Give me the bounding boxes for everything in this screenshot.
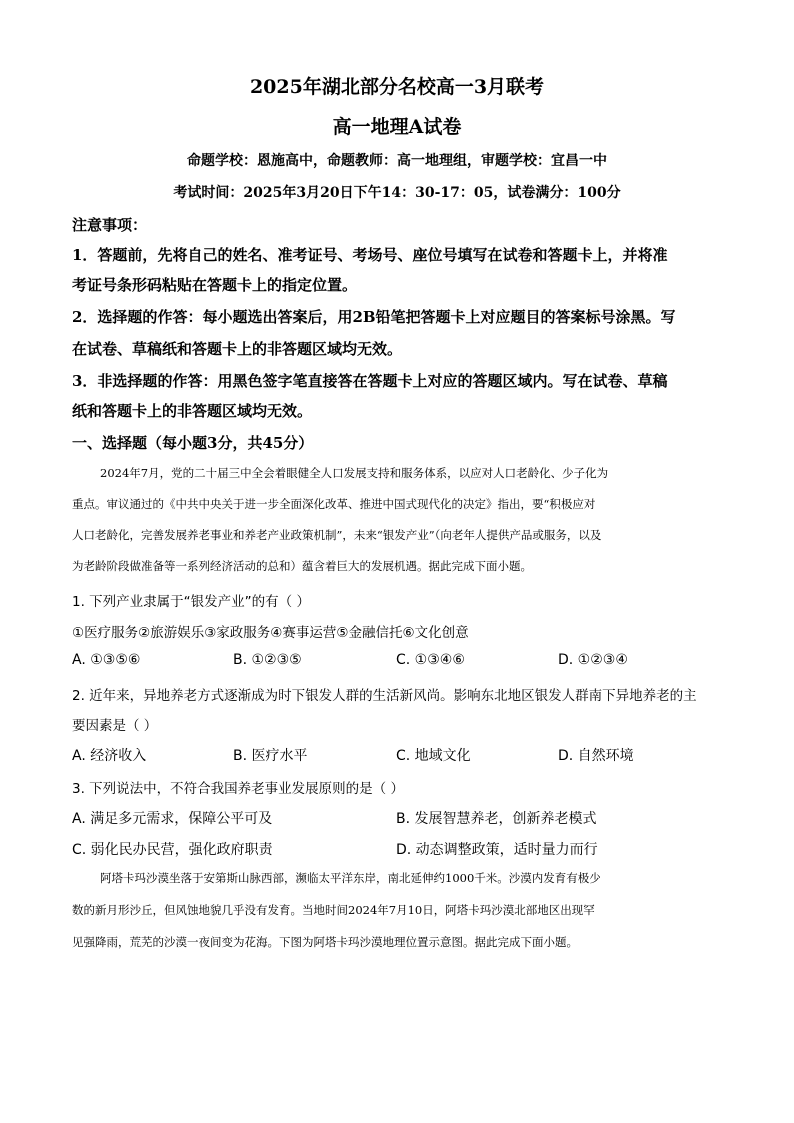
question-1-stem: 1. 下列产业隶属于“银发产业”的有（ ） — [72, 594, 310, 610]
passage-2-line-2: 数的新月形沙丘，但风蚀地貌几乎没有发育。当地时间2024年7月10日，阿塔卡玛沙漠北部地区出现罕 — [72, 903, 595, 917]
notice-item-2-line-2: 在试卷、草稿纸和答题卡上的非答题区域均无效。 — [72, 340, 403, 358]
question-2-stem-line-2: 要因素是（ ） — [72, 718, 158, 734]
passage-1-line-2: 重点。审议通过的《中共中央关于进一步全面深化改革、推进中国式现代化的决定》指出，要“积极应对 — [72, 497, 596, 511]
passage-1-line-1: 2024年7月，党的二十届三中全会着眼健全人口发展支持和服务体系，以应对人口老龄化、少子化为 — [100, 466, 609, 480]
question-3-option-d[interactable]: D. 动态调整政策，适时量力而行 — [396, 842, 598, 858]
passage-2-line-1: 阿塔卡玛沙漠坐落于安第斯山脉西部，濒临太平洋东岸，南北延伸约1000千米。沙漠内发育有极少 — [100, 871, 601, 885]
passage-2-line-3: 见强降雨，荒芜的沙漠一夜间变为花海。下图为阿塔卡玛沙漠地理位置示意图。据此完成下面小题。 — [72, 935, 578, 949]
question-2-option-b[interactable]: B. 医疗水平 — [233, 748, 308, 764]
notice-item-2-line-1: 2．选择题的作答：每小题选出答案后，用2B铅笔把答题卡上对应题目的答案标号涂黑。写 — [72, 308, 676, 326]
question-1-option-a[interactable]: A. ①③⑤⑥ — [72, 652, 141, 668]
question-2-stem-line-1: 2. 近年来，异地养老方式逐渐成为时下银发人群的生活新风尚。影响东北地区银发人群南下异地养老的主 — [72, 688, 697, 704]
exam-time-info: 考试时间：2025年3月20日下午14：30-17：05，试卷满分：100分 — [173, 185, 621, 201]
question-2-option-d[interactable]: D. 自然环境 — [558, 748, 634, 764]
notice-item-1-line-1: 1．答题前，先将自己的姓名、准考证号、考场号、座位号填写在试卷和答题卡上，并将准 — [72, 246, 668, 264]
question-3-option-b[interactable]: B. 发展智慧养老，创新养老模式 — [396, 811, 597, 827]
question-1-option-b[interactable]: B. ①②③⑤ — [233, 652, 302, 668]
notice-item-3-line-1: 3．非选择题的作答：用黑色签字笔直接答在答题卡上对应的答题区域内。写在试卷、草稿 — [72, 372, 668, 390]
exam-title: 2025年湖北部分名校高一3月联考 — [249, 76, 545, 98]
section-heading: 一、选择题（每小题3分，共45分） — [72, 434, 314, 452]
question-1-option-c[interactable]: C. ①③④⑥ — [396, 652, 465, 668]
question-1-items: ①医疗服务②旅游娱乐③家政服务④赛事运营⑤金融信托⑥文化创意 — [72, 625, 469, 641]
notice-item-3-line-2: 纸和答题卡上的非答题区域均无效。 — [72, 402, 313, 420]
question-3-stem: 3. 下列说法中，不符合我国养老事业发展原则的是（ ） — [72, 781, 404, 797]
question-1-option-d[interactable]: D. ①②③④ — [558, 652, 628, 668]
question-3-option-a[interactable]: A. 满足多元需求，保障公平可及 — [72, 811, 273, 827]
question-2-option-c[interactable]: C. 地域文化 — [396, 748, 471, 764]
passage-1-line-3: 人口老龄化，完善发展养老事业和养老产业政策机制”，未来“银发产业”（向老年人提供产品或服务，以及 — [72, 528, 602, 542]
exam-authors: 命题学校：恩施高中，命题教师：高一地理组，审题学校：宜昌一中 — [187, 153, 607, 169]
passage-1-line-4: 为老龄阶段做准备等一系列经济活动的总和）蕴含着巨大的发展机遇。据此完成下面小题。 — [72, 559, 532, 573]
question-3-option-c[interactable]: C. 弱化民办民营，强化政府职责 — [72, 842, 273, 858]
notice-item-1-line-2: 考证号条形码粘贴在答题卡上的指定位置。 — [72, 276, 358, 294]
notice-heading: 注意事项： — [72, 216, 148, 234]
question-2-option-a[interactable]: A. 经济收入 — [72, 748, 147, 764]
exam-subtitle: 高一地理A试卷 — [332, 116, 462, 138]
